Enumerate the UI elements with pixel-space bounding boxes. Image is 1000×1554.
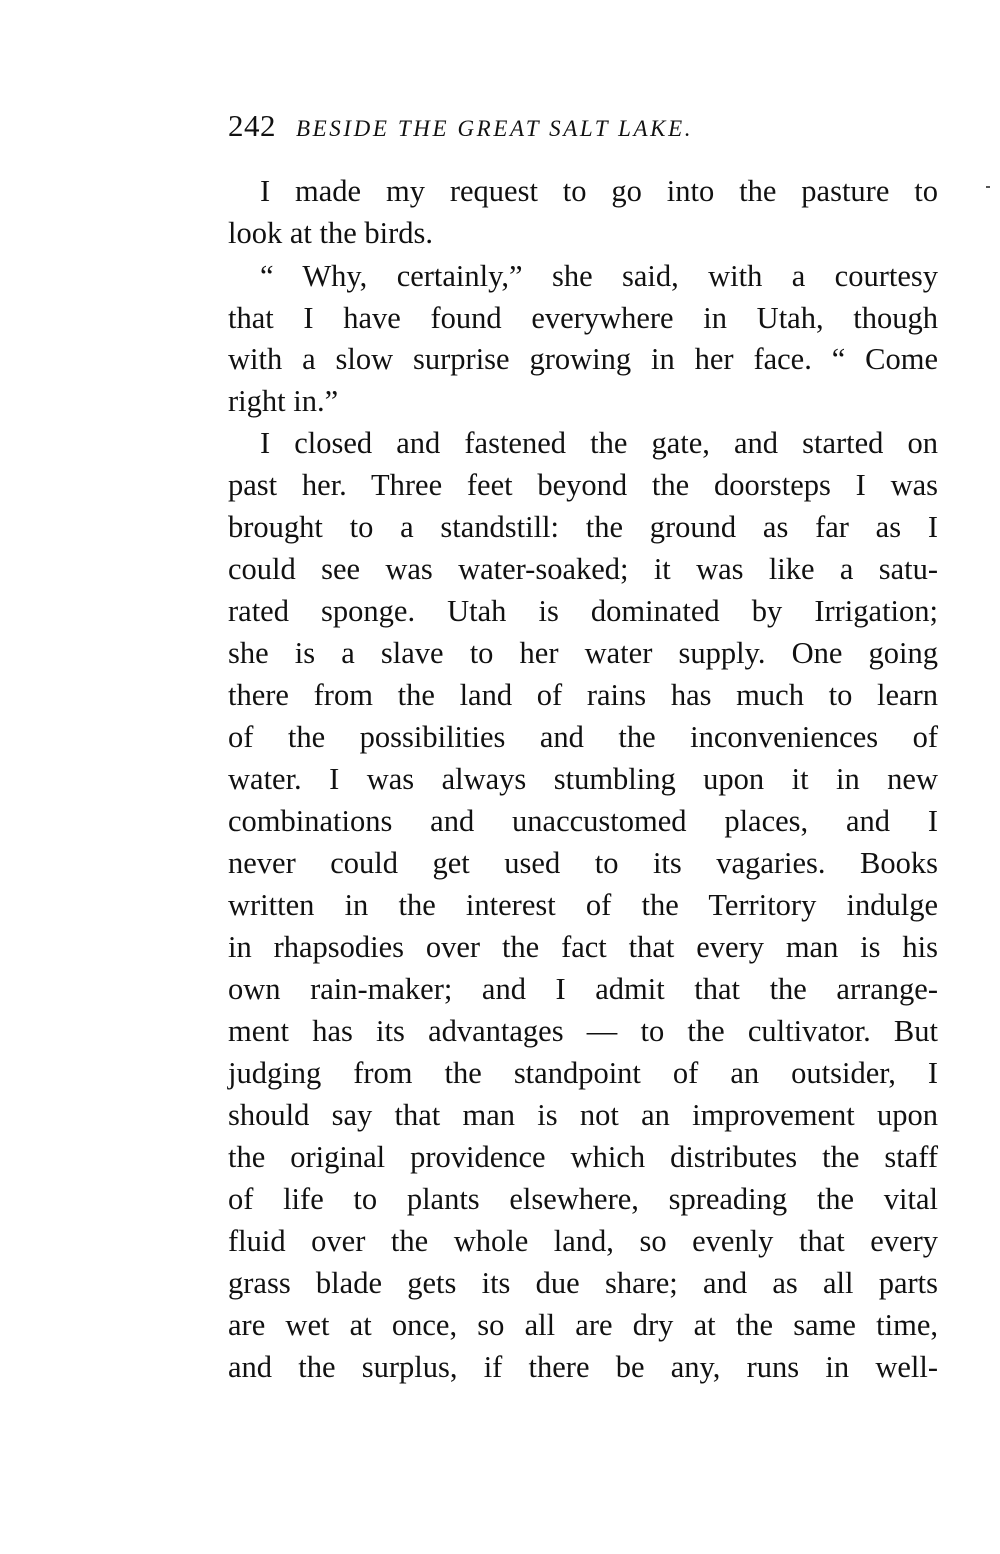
text-line: never could get used to its vagaries. Books bbox=[228, 846, 938, 880]
text-line: brought to a standstill: the ground as far as I bbox=[228, 510, 938, 544]
text-line: past her. Three feet beyond the doorsteps I was bbox=[228, 468, 938, 502]
running-title: BESIDE THE GREAT SALT LAKE. bbox=[296, 116, 694, 141]
text-line: combinations and unaccustomed places, and I bbox=[228, 804, 938, 838]
text-line: of the possibilities and the inconveniences of bbox=[228, 720, 938, 754]
text-line: that I have found everywhere in Utah, though bbox=[228, 301, 938, 335]
text-line: she is a slave to her water supply. One going bbox=[228, 636, 938, 670]
text-line: I closed and fastened the gate, and started on bbox=[260, 426, 938, 460]
text-line: fluid over the whole land, so evenly that every bbox=[228, 1224, 938, 1258]
text-line: ment has its advantages — to the cultivator. But bbox=[228, 1014, 938, 1048]
text-line: I made my request to go into the pasture to bbox=[260, 174, 938, 208]
text-line: look at the birds. bbox=[228, 216, 433, 250]
text-line: written in the interest of the Territory indulge bbox=[228, 888, 938, 922]
text-line: right in.” bbox=[228, 384, 339, 418]
text-line: water. I was always stumbling upon it in new bbox=[228, 762, 938, 796]
text-line: own rain-maker; and I admit that the arrange- bbox=[228, 972, 938, 1006]
page-number: 242 bbox=[228, 108, 276, 143]
text-line: with a slow surprise growing in her face. “ Come bbox=[228, 342, 938, 376]
text-line: rated sponge. Utah is dominated by Irrigation; bbox=[228, 594, 938, 628]
text-line: should say that man is not an improvement upon bbox=[228, 1098, 938, 1132]
text-line: “ Why, certainly,” she said, with a courtesy bbox=[260, 259, 938, 293]
running-head bbox=[228, 108, 940, 152]
text-line: judging from the standpoint of an outsider, I bbox=[228, 1056, 938, 1090]
text-line: there from the land of rains has much to learn bbox=[228, 678, 938, 712]
text-line: could see was water-soaked; it was like a satu- bbox=[228, 552, 938, 586]
text-line: grass blade gets its due share; and as all parts bbox=[228, 1266, 938, 1300]
text-line: and the surplus, if there be any, runs in well- bbox=[228, 1350, 938, 1384]
text-line: in rhapsodies over the fact that every man is his bbox=[228, 930, 938, 964]
text-line: are wet at once, so all are dry at the same time, bbox=[228, 1308, 938, 1342]
text-line: the original providence which distributes the staff bbox=[228, 1140, 938, 1174]
text-line: of life to plants elsewhere, spreading the vital bbox=[228, 1182, 938, 1216]
margin-mark bbox=[986, 186, 990, 188]
